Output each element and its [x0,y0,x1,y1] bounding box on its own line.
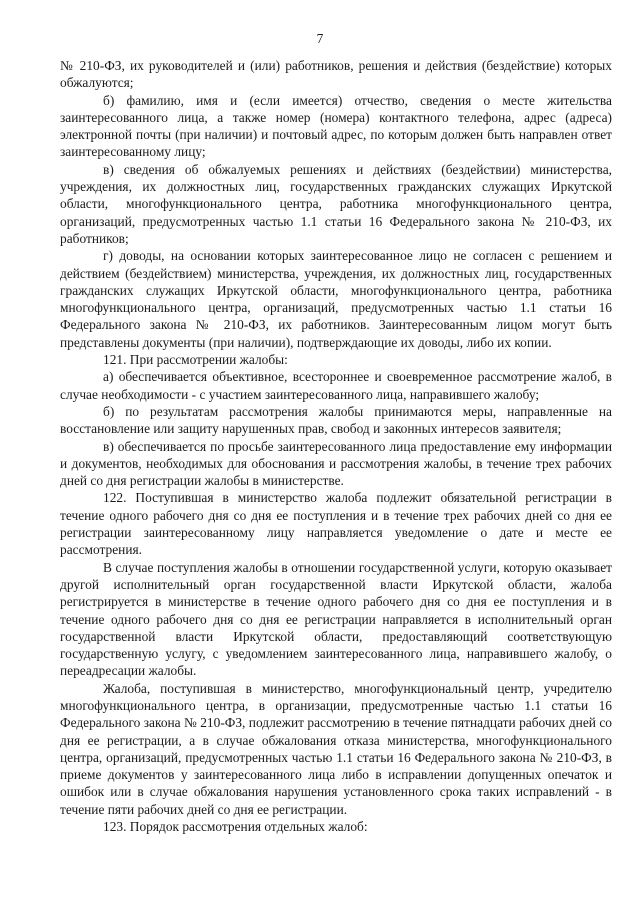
paragraph-8: в) обеспечивается по просьбе заинтересованного лица предоставление ему информации и документов, необходимых для обоснования и рассмотрения жалобы, в течение трех рабочих дней со дня регистрации жалобы в министерстве. [60,438,612,489]
paragraph-12: 123. Порядок рассмотрения отдельных жалоб: [103,819,368,835]
paragraph-7: б) по результатам рассмотрения жалобы принимаются меры, направленные на восстановление или защиту нарушенных прав, свобод и законных интересов заявителя; [60,403,612,437]
paragraph-10: В случае поступления жалобы в отношении государственной услуги, которую оказывает другой исполнительный орган государственной власти Иркутской области, жалоба регистрируется в министерстве в течение одного рабочего дня со дня ее поступления и в течение одного рабочего дня со дня ее регистрации направляется в исполнительный орган государственной власти Иркутской области, предоставляющий соответствующую государственную услугу, с уведомлением заинтересованного лица, направившего жалобу, о переадресации жалобы. [60,559,612,679]
paragraph-4: г) доводы, на основании которых заинтересованное лицо не согласен с решением и действием (бездействием) министерства, учреждения, их должностных лиц, государственных гражданских служащих Иркутской области, многофункционального центра, работника многофункционального центра, организаций, предусмотренных частью 1.1 статьи 16 Федерального закона № 210-ФЗ, их работников. Заинтересованным лицом могут быть представлены документы (при наличии), подтверждающие их доводы, либо их копии. [60,248,612,350]
paragraph-5: 121. При рассмотрении жалобы: [103,352,288,368]
paragraph-11: Жалоба, поступившая в министерство, многофункциональный центр, учредителю многофункционального центра, в организации, предусмотренные частью 1.1 статьи 16 Федерального закона № 210-ФЗ, подлежит рассмотрению в течение пятнадцати рабочих дней со дня ее регистрации, а в случае обжалования отказа министерства, многофункционального центра, организаций, предусмотренных частью 1.1 статьи 16 Федерального закона № 210-ФЗ, в приеме документов у заинтересованного лица либо в исправлении допущенных опечаток и ошибок или в случае обжалования нарушения установленного срока таких исправлений - в течение пяти рабочих дней со дня ее регистрации. [60,680,612,817]
document-body [60,57,612,835]
paragraph-3: в) сведения об обжалуемых решениях и действиях (бездействии) министерства, учреждения, их должностных лиц, государственных гражданских служащих Иркутской области, многофункционального центра, работника многофункционального центра, организаций, предусмотренных частью 1.1 статьи 16 Федерального закона № 210-ФЗ, их работников; [60,161,612,246]
page-number: 7 [316,31,324,46]
paragraph-2: б) фамилию, имя и (если имеется) отчество, сведения о месте жительства заинтересованного лица, а также номер (номера) контактного телефона, адрес (адреса) электронной почты (при наличии) и почтовый адрес, по которым должен быть направлен ответ заинтересованному лицу; [60,92,612,160]
paragraph-6: а) обеспечивается объективное, всестороннее и своевременное рассмотрение жалоб, в случае необходимости - с участием заинтересованного лица, направившего жалобу; [60,369,612,402]
paragraph-9: 122. Поступившая в министерство жалоба подлежит обязательной регистрации в течение одного рабочего дня со дня ее поступления и в течение трех рабочих дней со дня ее регистрации заинтересованному лицу направляется уведомление о дате и месте ее рассмотрения. [60,490,612,558]
paragraph-1: № 210-ФЗ, их руководителей и (или) работников, решения и действия (бездействие) которых обжалуются; [60,58,612,91]
